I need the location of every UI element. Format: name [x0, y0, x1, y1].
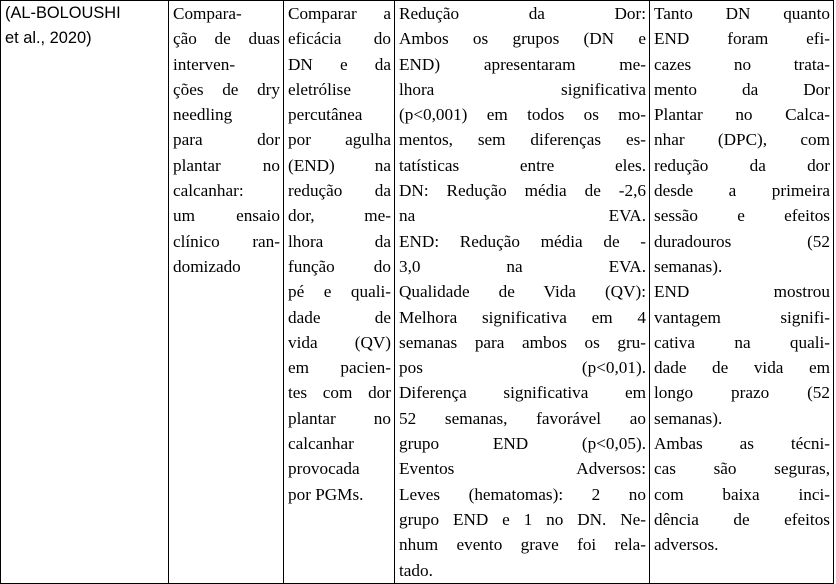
text-line: END) apresentaram me-: [399, 54, 646, 74]
text-line: tatísticas entre eles.: [399, 155, 646, 175]
text-line: duradouros (52: [654, 231, 830, 251]
text-line: percutânea: [288, 105, 363, 125]
text-line: dência de efeitos: [654, 509, 830, 529]
text-line: eletrólise: [288, 79, 351, 99]
text-line: semanas).: [654, 256, 723, 276]
text-line: desde a primeira: [654, 181, 830, 201]
text-line: END: Redução média de -: [399, 231, 646, 251]
text-line: mento da Dor: [654, 79, 830, 99]
table-row: [1, 1, 834, 584]
text-line: (END) na: [288, 155, 391, 175]
text-line: tado.: [399, 560, 433, 580]
text-line: função do: [288, 256, 391, 276]
text-line: interven-: [173, 54, 236, 74]
text-line: cativa na quali-: [654, 332, 830, 352]
objective-text: [173, 1, 280, 279]
results-cell: [395, 1, 650, 584]
text-line: DN: Redução média de -2,6: [399, 181, 646, 201]
text-line: nhar (DPC), com: [654, 130, 830, 150]
study-cell: [1, 1, 169, 584]
text-line: Eventos Adversos:: [399, 459, 646, 479]
text-line: cas são seguras,: [654, 459, 830, 479]
text-line: 52 semanas, favorável ao: [399, 408, 646, 428]
text-line: et al., 2020): [5, 29, 92, 48]
text-line: pé e quali-: [288, 282, 391, 302]
text-line: nhum evento grave foi rela-: [399, 535, 646, 555]
text-line: Diferença significativa em: [399, 383, 646, 403]
text-line: redução da dor: [654, 155, 830, 175]
text-line: um ensaio: [173, 206, 280, 226]
text-line: Comparar a: [288, 4, 391, 23]
text-line: Ambos os grupos (DN e: [399, 29, 646, 49]
text-line: em pacien-: [288, 358, 391, 378]
text-line: Compara-: [173, 4, 242, 23]
text-line: por agulha: [288, 130, 391, 150]
text-line: Leves (hematomas): 2 no: [399, 484, 646, 504]
text-line: DN e da: [288, 54, 391, 74]
text-line: Qualidade de Vida (QV):: [399, 282, 646, 302]
text-line: plantar no: [173, 155, 280, 175]
text-line: mentos, sem diferenças es-: [399, 130, 646, 150]
text-line: redução da: [288, 181, 391, 201]
objective-cell: [169, 1, 284, 584]
text-line: longo prazo (52: [654, 383, 830, 403]
text-line: dor, me-: [288, 206, 391, 226]
text-line: END foram efi-: [654, 29, 830, 49]
text-line: por PGMs.: [288, 484, 364, 504]
method-cell: [284, 1, 395, 584]
method-text: [288, 1, 391, 507]
text-line: clínico ran-: [173, 231, 280, 251]
text-line: para dor: [173, 130, 280, 150]
text-line: sessão e efeitos: [654, 206, 830, 226]
study-text: [5, 1, 165, 52]
text-line: na EVA.: [399, 206, 646, 226]
text-line: eficácia do: [288, 29, 391, 49]
text-line: domizado: [173, 256, 241, 276]
results-text: [399, 1, 646, 583]
text-line: calcanhar: [288, 434, 354, 454]
text-line: (AL-BOLOUSHI: [5, 4, 121, 22]
text-line: vantagem signifi-: [654, 307, 830, 327]
text-line: Plantar no Calca-: [654, 105, 830, 125]
text-line: dade de vida em: [654, 358, 830, 378]
text-line: com baixa inci-: [654, 484, 830, 504]
text-line: provocada: [288, 459, 360, 479]
text-line: vida (QV): [288, 332, 391, 352]
conclusion-cell: [650, 1, 834, 584]
text-line: lhora da: [288, 231, 391, 251]
text-line: Ambas as técni-: [654, 434, 830, 454]
text-line: ções de dry: [173, 79, 280, 99]
text-line: cazes no trata-: [654, 54, 830, 74]
text-line: adversos.: [654, 535, 719, 555]
text-line: calcanhar:: [173, 181, 244, 201]
text-line: tes com dor: [288, 383, 391, 403]
text-line: pos (p<0,01).: [399, 358, 646, 378]
text-line: Melhora significativa em 4: [399, 307, 646, 327]
text-line: semanas para ambos os gru-: [399, 332, 646, 352]
text-line: grupo END (p<0,05).: [399, 434, 646, 454]
text-line: needling: [173, 105, 233, 125]
text-line: END mostrou: [654, 282, 830, 302]
text-line: Redução da Dor:: [399, 4, 646, 23]
text-line: dade de: [288, 307, 391, 327]
text-line: lhora significativa: [399, 79, 646, 99]
text-line: grupo END e 1 no DN. Ne-: [399, 509, 646, 529]
text-line: Tanto DN quanto: [654, 4, 830, 23]
text-line: (p<0,001) em todos os mo-: [399, 105, 646, 125]
text-line: plantar no: [288, 408, 391, 428]
text-line: ção de duas: [173, 29, 280, 49]
text-line: 3,0 na EVA.: [399, 256, 646, 276]
conclusion-text: [654, 1, 830, 558]
text-line: semanas).: [654, 408, 723, 428]
